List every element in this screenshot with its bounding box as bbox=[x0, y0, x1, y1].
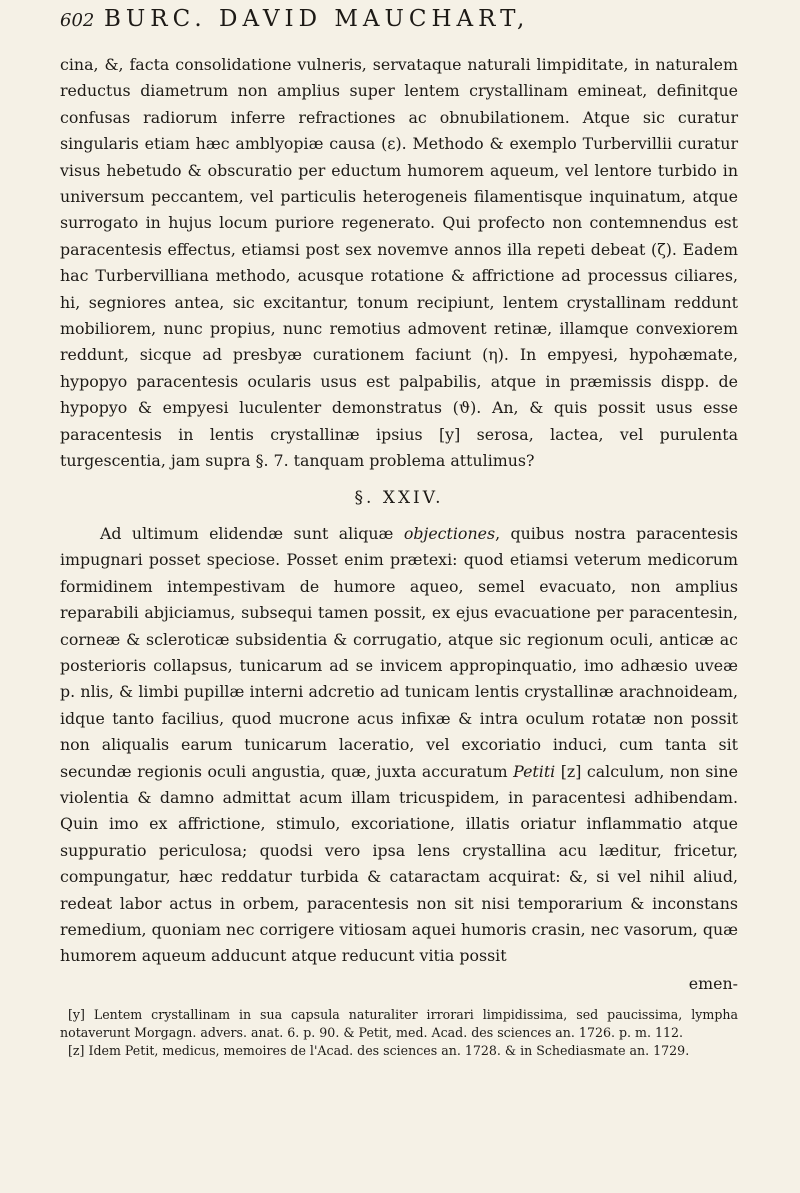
paragraph-text: [z] calculum, non sine violentia & damno admittat acum illam tricuspidem, in paracentesi adhibendam. Quin imo ex affrictione, stimulo, excoriatione, illatis oriatur inflammatio atque suppuratio periculosa; quodsi vero ipsa lens crystallina acu læditur, fricetur, compungatur, hæc reddatur turbida & cataractam acquirat: &, si vel nihil aliud, redeat labor actus in orbem, paracentesis non sit nisi temporarium & inconstans remedium, quoniam nec corrigere vitiosam aquei humoris crasin, nec vasorum, quæ humorem aqueum adducunt atque reducunt vitia possit bbox=[60, 761, 738, 966]
main-text bbox=[60, 52, 738, 996]
footnote-y: [y] Lentem crystallinam in sua capsula naturaliter irrorari limpidissima, sed paucissima, lympha notaverunt Morgagn. advers. anat. 6. p. 90. & Petit, med. Acad. des sciences an. 1726. p. m. 112. bbox=[60, 1006, 738, 1040]
italic-name: Petiti bbox=[513, 761, 556, 781]
running-head bbox=[60, 6, 738, 44]
catchword: emen- bbox=[688, 973, 738, 993]
paragraph: cina, &, facta consolidatione vulneris, servataque naturali limpiditate, in naturalem reductus diametrum non amplius super lentem crystallinam emineat, definitque confusas radiorum inferre refractiones ac obnubilationem. Atque sic curatur singularis etiam hæc amblyopiæ causa (ε). Methodo & exemplo Turbervillii curatur visus hebetudo & obscuratio per eductum humorem aqueum, vel lentore turbido in universum peccantem, vel particulis heterogeneis filamentisque inquinatum, atque surrogato in hujus locum puriore regenerato. Qui profecto non contemnendus est paracentesis effectus, etiamsi post sex novemve annos illa repeti debeat (ζ). Eadem hac Turbervilliana methodo, acusque rotatione & affrictione ad processus ciliares, hi, segniores antea, sic excitantur, tonum recipiunt, lentem crystallinam reddunt mobiliorem, nunc propius, nunc remotius admovent retinæ, illamque convexiorem reddunt, sicque ad presbyæ curationem faciunt (η). In empyesi, hypohæmate, hypopyo paracentesis ocularis usus est palpabilis, atque in præmissis dispp. de hypopyo & empyesi luculenter demonstratus (ϑ). An, & quis possit usus esse paracentesis in lentis crystallinæ ipsius [y] serosa, lactea, vel purulenta turgescentia, jam supra §. 7. tanquam problema attulimus? bbox=[60, 55, 738, 471]
page-number: 602 bbox=[60, 10, 95, 31]
paragraph-text: , quibus nostra paracentesis impugnari posset speciose. Posset enim prætexi: quod etiamsi veterum medicorum formidinem intempestivam de humore aqueo, semel evacuato, non amplius reparabili abjiciamus, subsequi tamen possit, ex ejus evacuatione per paracentesin, corneæ & scleroticæ subsidentia & corrugatio, atque sic regionum oculi, anticæ ac posterioris collapsus, tunicarum ad se invicem appropinquatio, imo adhæsio uveæ p. nlis, & limbi pupillæ interni adcretio ad tunicam lentis crystallinæ arachnoideam, idque tanto facilius, quod mucrone acus infixæ & intra oculum rotatæ non possit non aliqualis earum tunicarum laceratio, vel excoriatio induci, cum tanta sit secundæ regionis oculi angustia, quæ, juxta accuratum bbox=[60, 523, 738, 781]
section-heading: §. XXIV. bbox=[354, 487, 444, 508]
footnotes bbox=[60, 1006, 738, 1060]
footnote-z: [z] Idem Petit, medicus, memoires de l'Acad. des sciences an. 1728. & in Schediasmate an. 1729. bbox=[68, 1042, 690, 1058]
paragraph bbox=[60, 521, 738, 970]
italic-term: objectiones bbox=[403, 523, 496, 543]
running-title: BURC. DAVID MAUCHART, bbox=[104, 6, 530, 32]
paragraph-text: Ad ultimum elidendæ sunt aliquæ bbox=[100, 523, 404, 543]
